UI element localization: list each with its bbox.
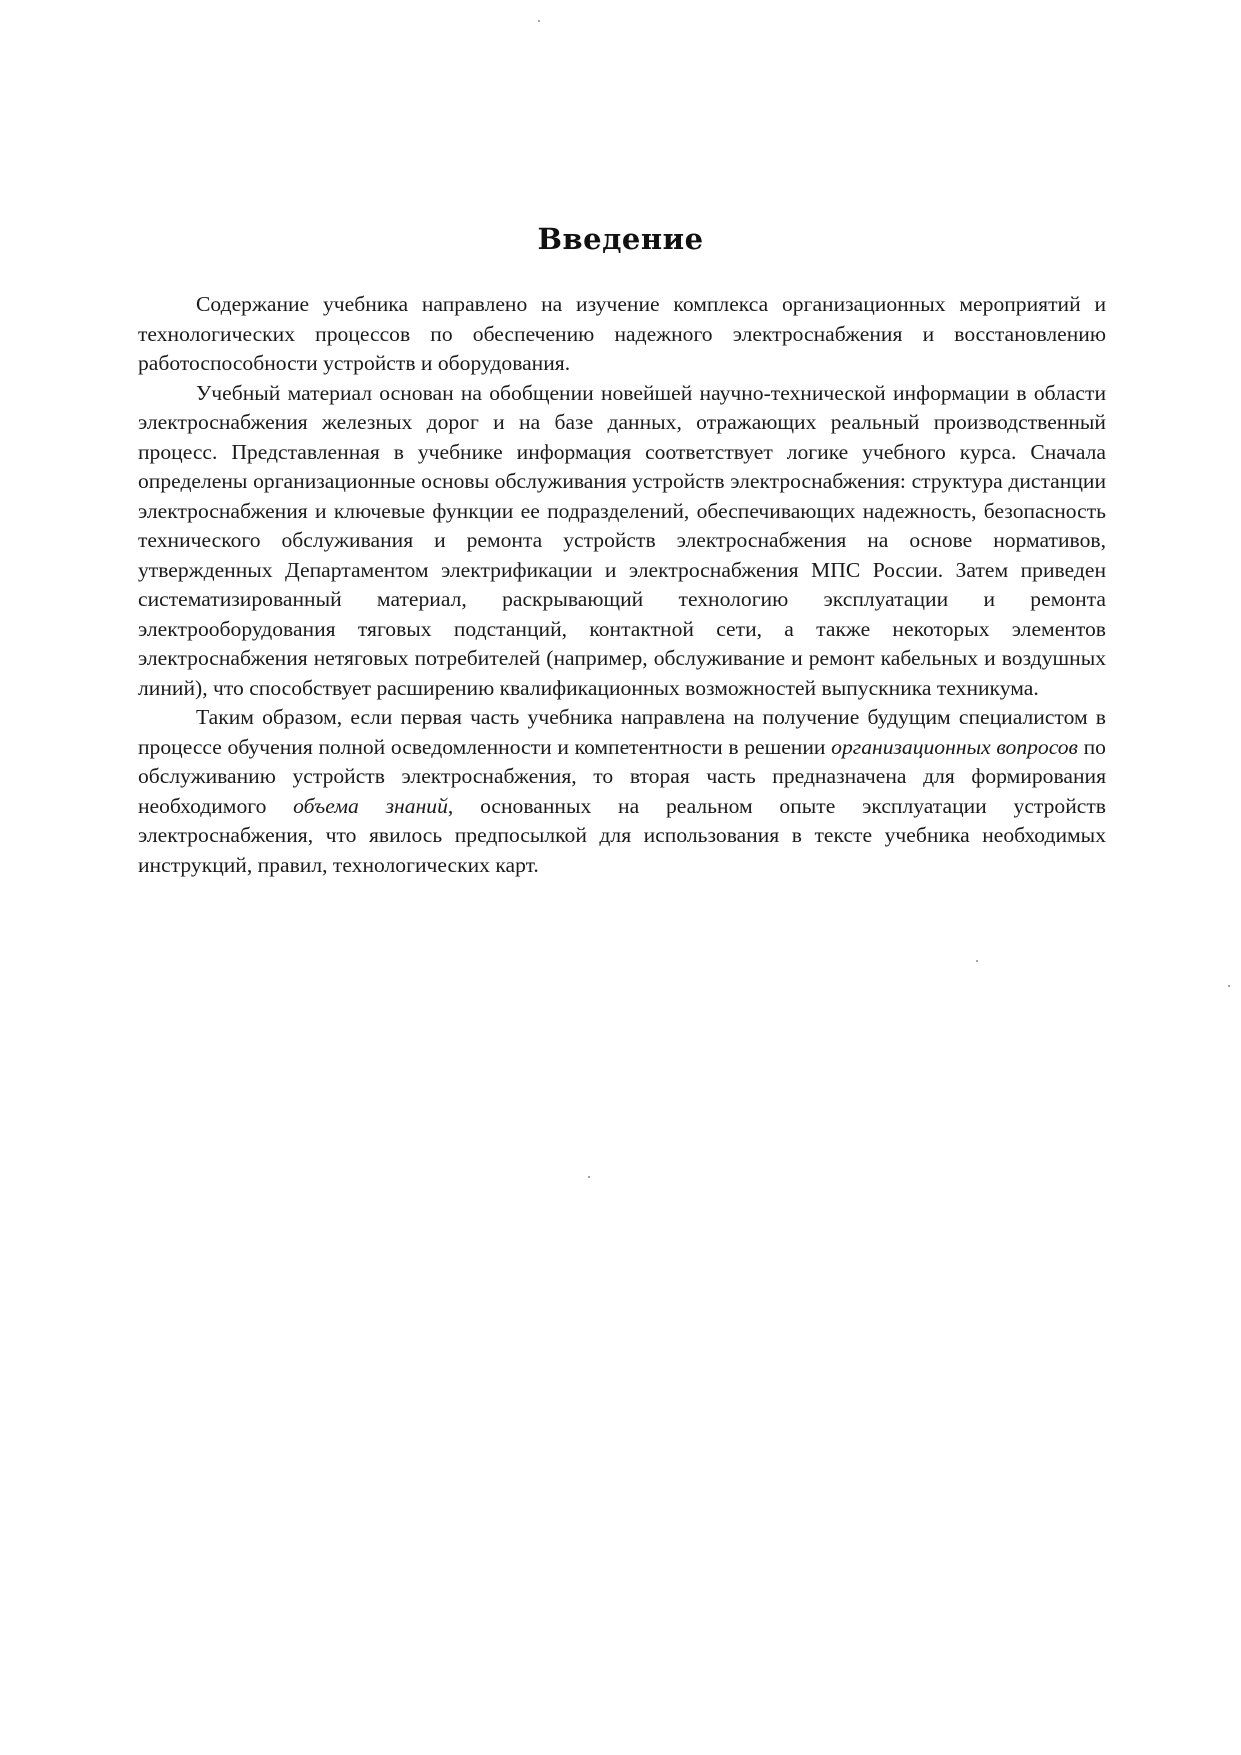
italic-emphasis: объема знаний bbox=[293, 793, 448, 818]
italic-emphasis: организационных вопросов bbox=[831, 734, 1078, 759]
paragraph-text: Таким образом, если первая часть учебника направлена на получение будущим специалистом в процессе обучения полной осведомленности и компетентности в решении bbox=[138, 705, 1106, 759]
paragraph bbox=[138, 290, 1106, 379]
scan-speck bbox=[538, 20, 540, 22]
scan-speck bbox=[1228, 985, 1230, 987]
paragraph-text: Содержание учебника направлено на изучение комплекса организационных мероприятий и технологических процессов по обеспечению надежного электроснабжения и восстановлению работоспособности устройств и оборудования. bbox=[138, 292, 1106, 375]
paragraph-text: Учебный материал основан на обобщении новейшей научно-технической информации в области электроснабжения железных дорог и на базе данных, отражающих реальный производственный процесс. Представленная в учебнике информация соответствует логике учебного курса. Сначала определены организационные основы обслуживания устройств электроснабжения: структура дистанции электроснабжения и ключевые функции ее подразделений, обеспечивающих надежность, безопасность технического обслуживания и ремонта устройств электроснабжения на основе нормативов, утвержденных Департаментом электрификации и электроснабжения МПС России. Затем приведен систематизированный материал, раскрывающий технологию эксплуатации и ремонта электрооборудования тяговых подстанций, контактной сети, а также некоторых элементов электроснабжения нетяговых потребителей (например, обслуживание и ремонт кабельных и воздушных линий), что способствует расширению квалификационных возможностей выпускника техникума. bbox=[138, 380, 1106, 700]
scan-speck bbox=[976, 960, 978, 962]
paragraph-text: по обслуживанию устройств электроснабжения, то вторая часть предназначена для формирования необходимого bbox=[138, 734, 1106, 818]
body-text bbox=[138, 290, 1106, 880]
paragraph bbox=[138, 703, 1106, 880]
paragraph bbox=[138, 379, 1106, 704]
scan-speck bbox=[588, 1176, 590, 1178]
paragraph-text: , основанных на реальном опыте эксплуатации устройств электроснабжения, что явилось предпосылкой для использования в тексте учебника необходимых инструкций, правил, технологических карт. bbox=[138, 793, 1106, 877]
page-title: Введение bbox=[537, 222, 704, 256]
